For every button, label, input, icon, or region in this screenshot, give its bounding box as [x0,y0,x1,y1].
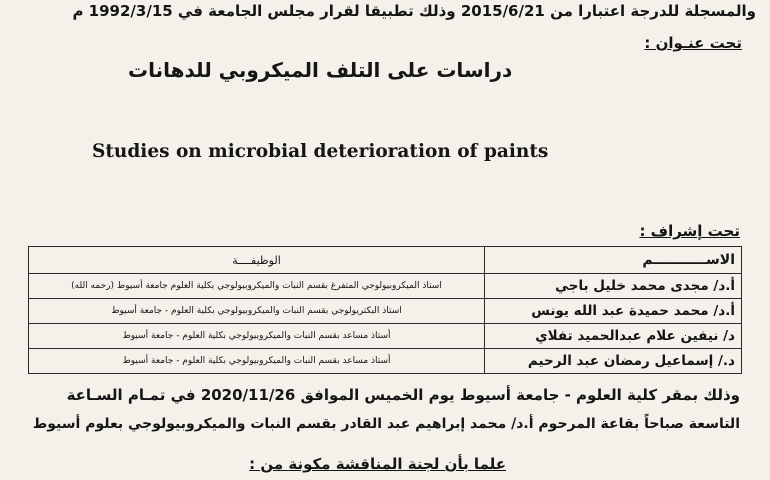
supervisor-position: استاذ البكتريولوجي بقسم النبات والميكروبيولوجي بكلية العلوم - جامعة أسيوط [29,299,485,324]
column-header-job: الوظيفــــة [29,247,485,274]
committee-label: علما بأن لجنة المناقشة مكونة من : [249,455,506,473]
registration-date-line: والمسجلة للدرجة اعتبارا من 2015/6/21 وذلك تطبيقا لقرار مجلس الجامعة في 1992/3/15 م [72,2,756,20]
table-header-row [29,247,742,274]
supervisor-position: أستاذ مساعد بقسم النبات والميكروبيولوجي بكلية العلوم - جامعة أسيوط [29,324,485,349]
thesis-title-english: Studies on microbial deterioration of paints [92,141,549,162]
supervisor-name: د./ إسماعيل رمضان عبد الرحيم [485,349,742,374]
venue-date-line: وذلك بمقر كلية العلوم - جامعة أسيوط يوم الخميس الموافق 2020/11/26 في تمـام السـاعة [66,386,740,404]
table-row [29,274,742,299]
supervision-label: تحت إشراف : [639,222,740,240]
under-title-label: تحت عنـوان : [644,34,742,52]
supervisor-name: أ.د/ مجدى محمد خليل باجي [485,274,742,299]
venue-hall-line: التاسعة صباحاً بقاعة المرحوم أ.د/ محمد إبراهيم عبد القادر بقسم النبات والميكروبيولوجي بعلوم أسيوط [32,416,740,432]
table-row [29,324,742,349]
supervisor-position: استاذ الميكروبيولوجي المتفرغ بقسم النبات والميكروبيولوجي بكلية العلوم جامعة أسيوط (رحمه الله) [29,274,485,299]
thesis-title-arabic: دراسات على التلف الميكروبي للدهانات [128,58,513,82]
supervisor-position: أستاذ مساعد بقسم النبات والميكروبيولوجي بكلية العلوم - جامعة أسيوط [29,349,485,374]
table-row [29,299,742,324]
supervisor-name: أ.د/ محمد حميدة عبد الله يونس [485,299,742,324]
supervisors-table [28,246,742,374]
column-header-name: الاســـــــــــم [485,247,742,274]
supervisor-name: د/ نيفين علام عبدالحميد تفلاي [485,324,742,349]
table-row [29,349,742,374]
